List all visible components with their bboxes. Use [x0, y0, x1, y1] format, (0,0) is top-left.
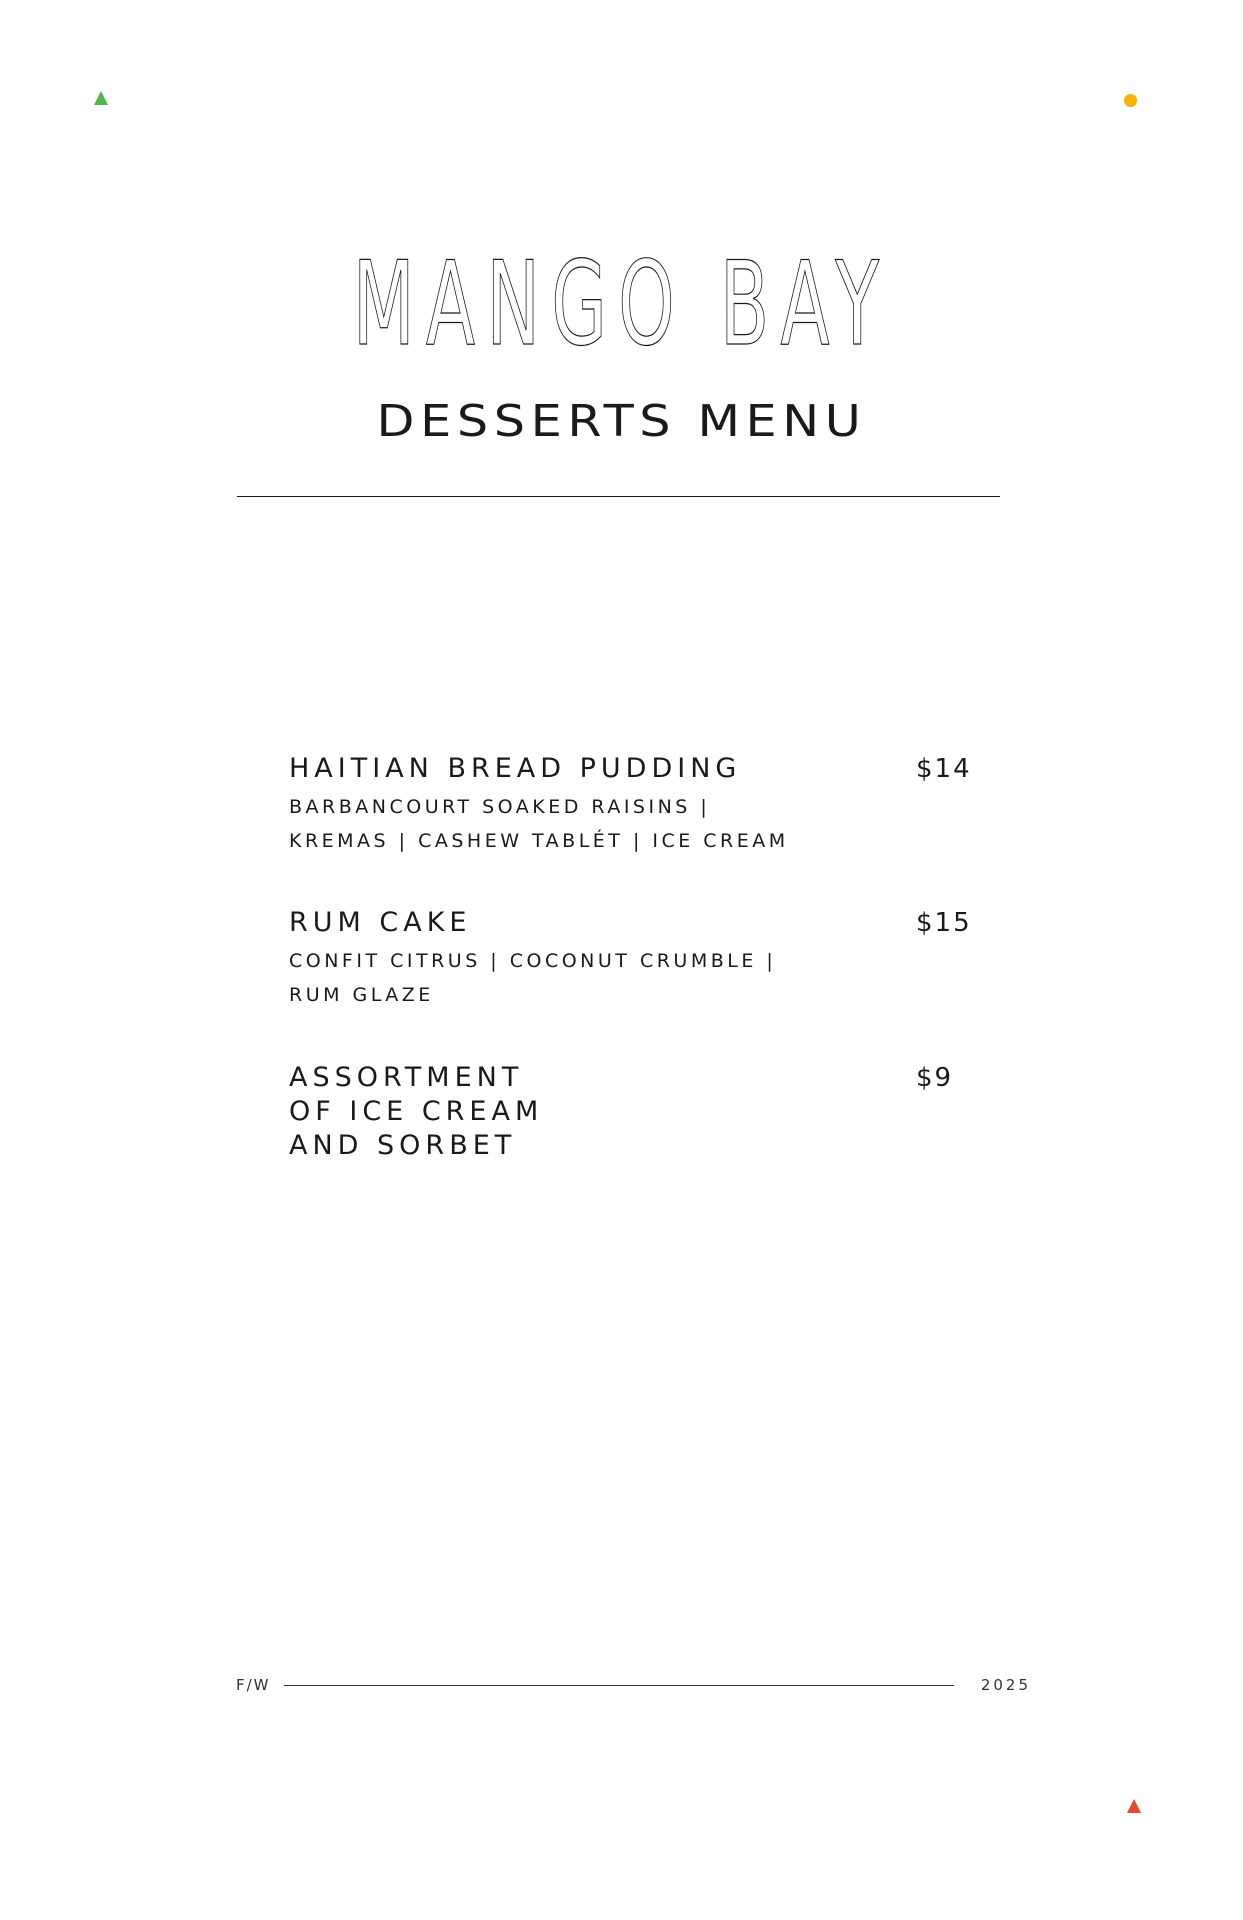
menu-item-description: CONFIT CITRUS | COCONUT CRUMBLE | RUM GLAZE — [289, 950, 777, 1006]
menu-item-price: $14 — [916, 754, 972, 784]
menu-item-price: $9 — [916, 1063, 954, 1093]
menu-item — [289, 1061, 999, 1167]
header-divider — [237, 496, 1000, 497]
menu-item — [289, 906, 999, 1012]
menu-item — [289, 752, 999, 858]
menu-item-description: BARBANCOURT SOAKED RAISINS | KREMAS | CASHEW TABLÉT | ICE CREAM — [289, 796, 789, 852]
menu-item-price: $15 — [916, 908, 972, 938]
menu-subtitle: DESSERTS MENU — [376, 396, 867, 447]
brand-title: MANGO BAY — [352, 237, 891, 372]
yellow-dot-icon — [1124, 94, 1137, 107]
footer-year: 2025 — [980, 1676, 1031, 1694]
green-triangle-icon — [94, 91, 108, 105]
footer — [236, 1670, 1031, 1700]
footer-season: F/W — [236, 1676, 271, 1694]
footer-divider — [284, 1685, 954, 1686]
menu-item-name: ASSORTMENT OF ICE CREAM AND SORBET — [289, 1062, 544, 1161]
menu-item-name: RUM CAKE — [289, 907, 472, 938]
red-triangle-icon — [1127, 1799, 1141, 1813]
menu-item-name: HAITIAN BREAD PUDDING — [289, 753, 742, 784]
